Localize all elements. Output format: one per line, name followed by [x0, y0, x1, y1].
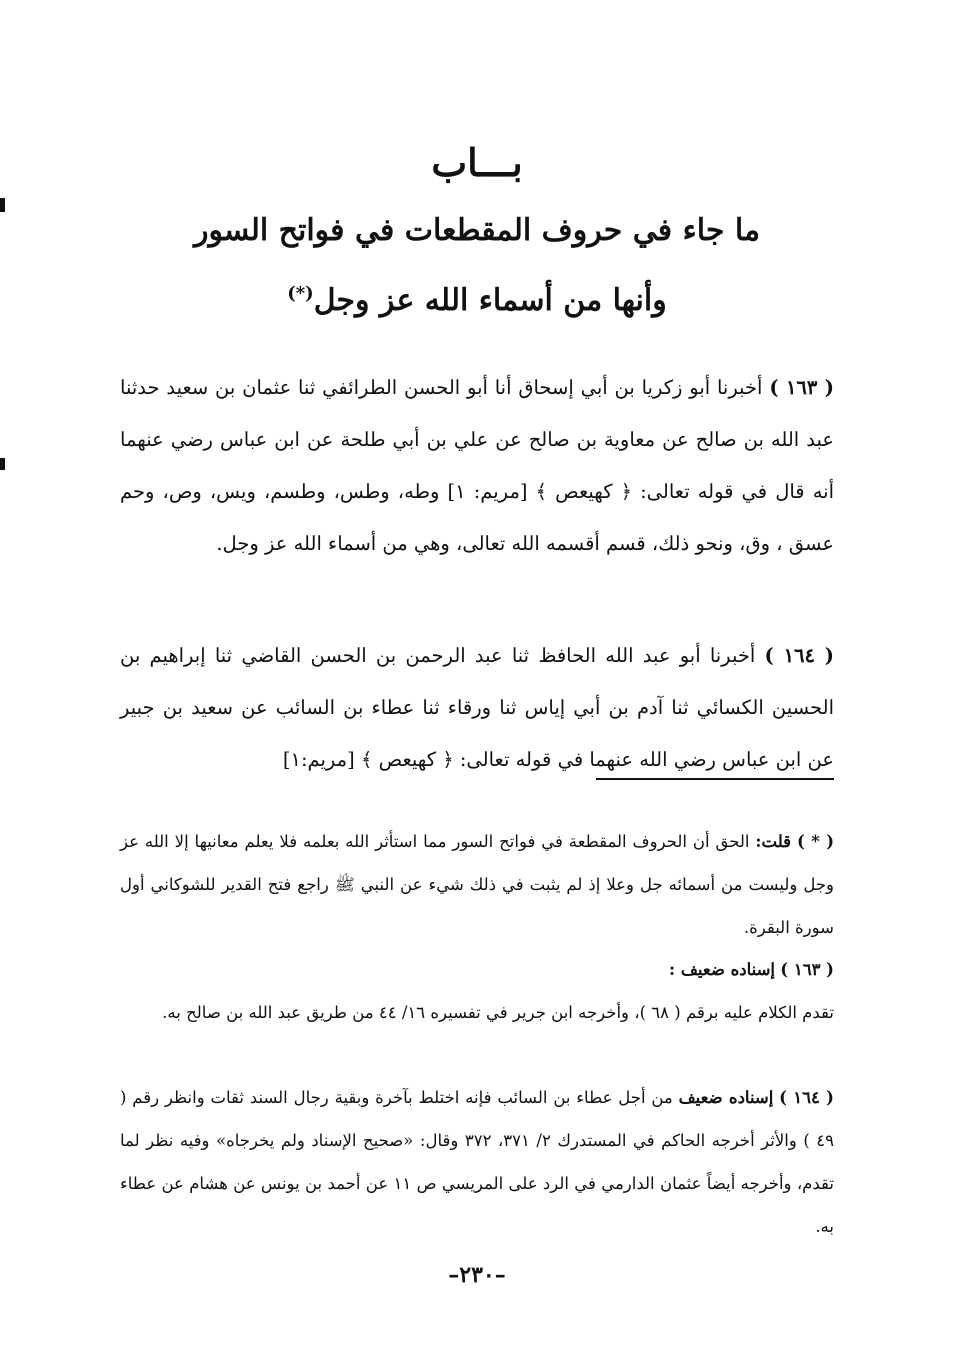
- chapter-label: بـــاب: [431, 140, 523, 185]
- chapter-title-line2: [0, 283, 954, 318]
- footnote-label: قلت:: [755, 832, 792, 851]
- footnote-text: تقدم الكلام عليه برقم ( ٦٨ )، وأخرجه ابن جرير في تفسيره ١٦/ ٤٤ من طريق عبد الله بن صالح به.: [162, 1003, 834, 1022]
- hadith-163: [120, 362, 834, 570]
- footnote-marker: (*): [287, 283, 314, 304]
- footnote-marker: ( ١٦٣ ): [780, 960, 834, 979]
- footnote-star: [120, 820, 834, 949]
- footnote-marker: ( ١٦٤ ): [779, 1088, 834, 1107]
- hadith-164: [120, 630, 834, 786]
- footnote-164: [120, 1076, 834, 1248]
- hadith-number: ( ١٦٣ ): [769, 376, 835, 399]
- footnote-163: [120, 948, 834, 1034]
- chapter-title-line1: ما جاء في حروف المقطعات في فواتح السور: [193, 213, 761, 248]
- footnote-text: الحق أن الحروف المقطعة في فواتح السور مما استأثر الله بعلمه فلا يعلم معانيها إلا الله عز وجل وليست من أسمائه جل وعلا إذ لم يثبت في ذلك شيء عن النبي ﷺ راجع فتح القدير للشوكاني أول سورة البقرة.: [120, 832, 834, 937]
- hadith-text: أخبرنا أبو عبد الله الحافظ ثنا عبد الرحمن بن الحسن القاضي ثنا إبراهيم بن الحسين الكسائي ثنا آدم بن أبي إياس ثنا ورقاء ثنا عطاء بن السائب عن سعيد بن جبير عن ابن عباس رضي الله عنهما في قوله تعالى: ﴿ كهيعص ﴾ [مريم:١]: [120, 644, 834, 771]
- page-number: –٢٣٠–: [448, 1262, 506, 1288]
- scan-edge-mark: [0, 198, 5, 212]
- footnote-separator: [596, 778, 834, 780]
- footnote-label: إسناده ضعيف: [678, 1088, 774, 1107]
- hadith-number: ( ١٦٤ ): [764, 644, 835, 667]
- title-text: وأنها من أسماء الله عز وجل: [313, 283, 667, 318]
- footnote-marker: ( * ): [796, 832, 835, 851]
- hadith-text: أخبرنا أبو زكريا بن أبي إسحاق أنا أبو الحسن الطرائفي ثنا عثمان بن سعيد حدثنا عبد الله بن صالح عن معاوية بن صالح عن علي بن أبي طلحة عن ابن عباس رضي عنهما أنه قال في قوله تعالى: ﴿ كهيعص ﴾ [مريم: ١] وطه، وطس، وطسم، ويس، وص، وحم عسق ، وق، ونحو ذلك، قسم أقسمه الله تعالى، وهي من أسماء الله عز وجل.: [120, 376, 835, 555]
- footnote-text: من أجل عطاء بن السائب فإنه اختلط بآخرة وبقية رجال السند ثقات وانظر رقم ( ٤٩ ) والأثر أخرجه الحاكم في المستدرك ٢/ ٣٧١، ٣٧٢ وقال: «صحيح الإسناد ولم يخرجاه» وفيه نظر لما تقدم، وأخرجه أيضاً عثمان الدارمي في الرد على المريسي ص ١١ عن أحمد بن يونس عن هشام عن عطاء به.: [120, 1088, 835, 1236]
- footnote-label: إسناده ضعيف :: [669, 960, 776, 979]
- scan-edge-mark: [0, 458, 5, 470]
